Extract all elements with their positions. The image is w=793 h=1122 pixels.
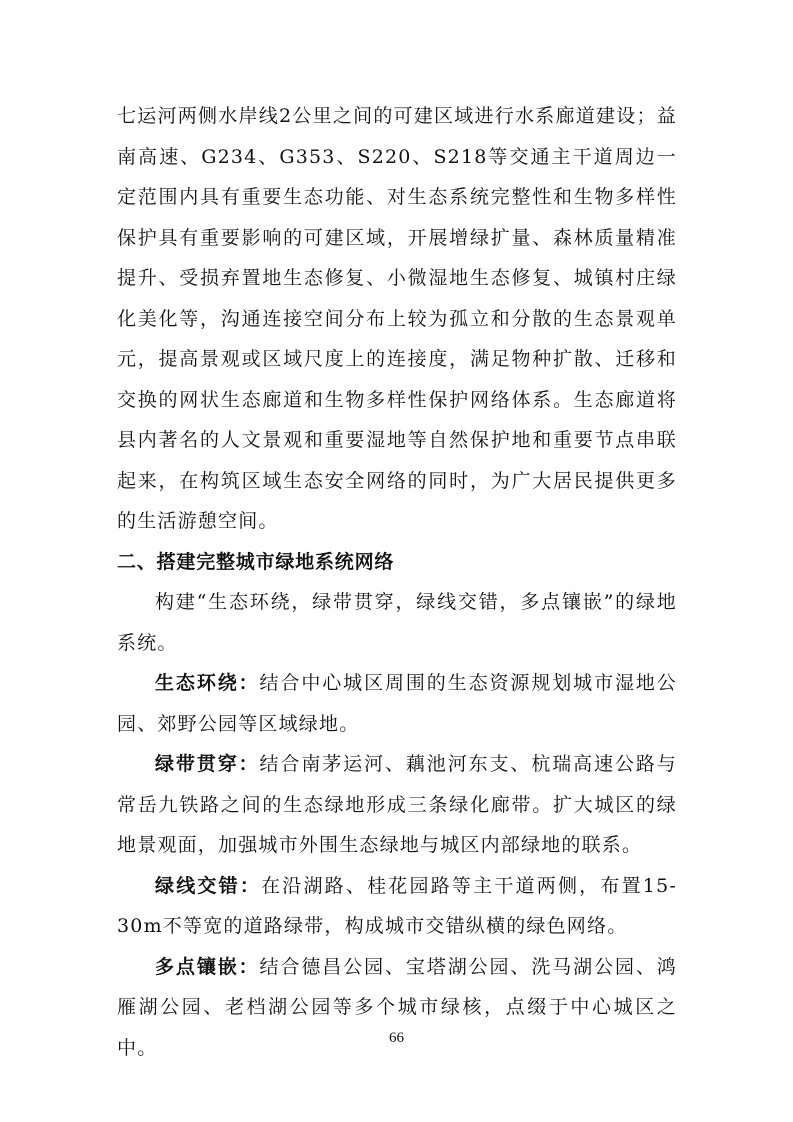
paragraph-body-text: 结合南茅运河、藕池河东支、杭瑞高速公路与常岳九铁路之间的生态绿地形成三条绿化廊带。扩大城区的绿地景观面，加强城市外围生态绿地与城区内部绿地的联系。: [117, 753, 677, 856]
paragraph-lead-term: 绿线交错：: [155, 874, 262, 897]
paragraph-body-text: 在沿湖路、桂花园路等主干道两侧，布置15-30m不等宽的道路绿带，构成城市交错纵横的绿色网络。: [117, 874, 677, 937]
paragraph-ecological-corridor: 七运河两侧水岸线2公里之间的可建区域进行水系廊道建设；益南高速、G234、G353、S220、S218等交通主干道周边一定范围内具有重要生态功能、对生态系统完整性和生物多样性保护具有重要影响的可建区域，开展增绿扩量、森林质量精准提升、受损弃置地生态修复、小微湿地生态修复、城镇村庄绿化美化等，沟通连接空间分布上较为孤立和分散的生态景观单元，提高景观或区域尺度上的连接度，满足物种扩散、迁移和交换的网状生态廊道和生物多样性保护网络体系。生态廊道将县内著名的人文景观和重要湿地等自然保护地和重要节点串联起来，在构筑区域生态安全网络的同时，为广大居民提供更多的生活游憩空间。: [117, 105, 677, 532]
paragraph-body-text: 结合中心城区周围的生态资源规划城市湿地公园、郊野公园等区域绿地。: [117, 672, 677, 735]
paragraph-green-belt: [117, 744, 677, 866]
paragraph-multi-point: [117, 947, 677, 1069]
paragraph-lead-term: 绿带贯穿：: [155, 753, 260, 775]
page-number: 66: [389, 1030, 404, 1046]
document-body: [117, 96, 677, 1068]
paragraph-green-lines: [117, 866, 677, 947]
paragraph-lead-term: 多点镶嵌：: [155, 955, 260, 978]
paragraph-lead-term: 生态环绕：: [155, 672, 260, 694]
section-heading: 二、搭建完整城市绿地系统网络: [117, 550, 395, 573]
paragraph-ecological-ring: [117, 663, 677, 744]
paragraph-body-text: 结合德昌公园、宝塔湖公园、洗马湖公园、鸿雁湖公园、老档湖公园等多个城市绿核，点缀于中心城区之中。: [117, 955, 677, 1059]
paragraph-green-system-intro: 构建“生态环绕，绿带贯穿，绿线交错，多点镶嵌”的绿地系统。: [117, 591, 677, 654]
